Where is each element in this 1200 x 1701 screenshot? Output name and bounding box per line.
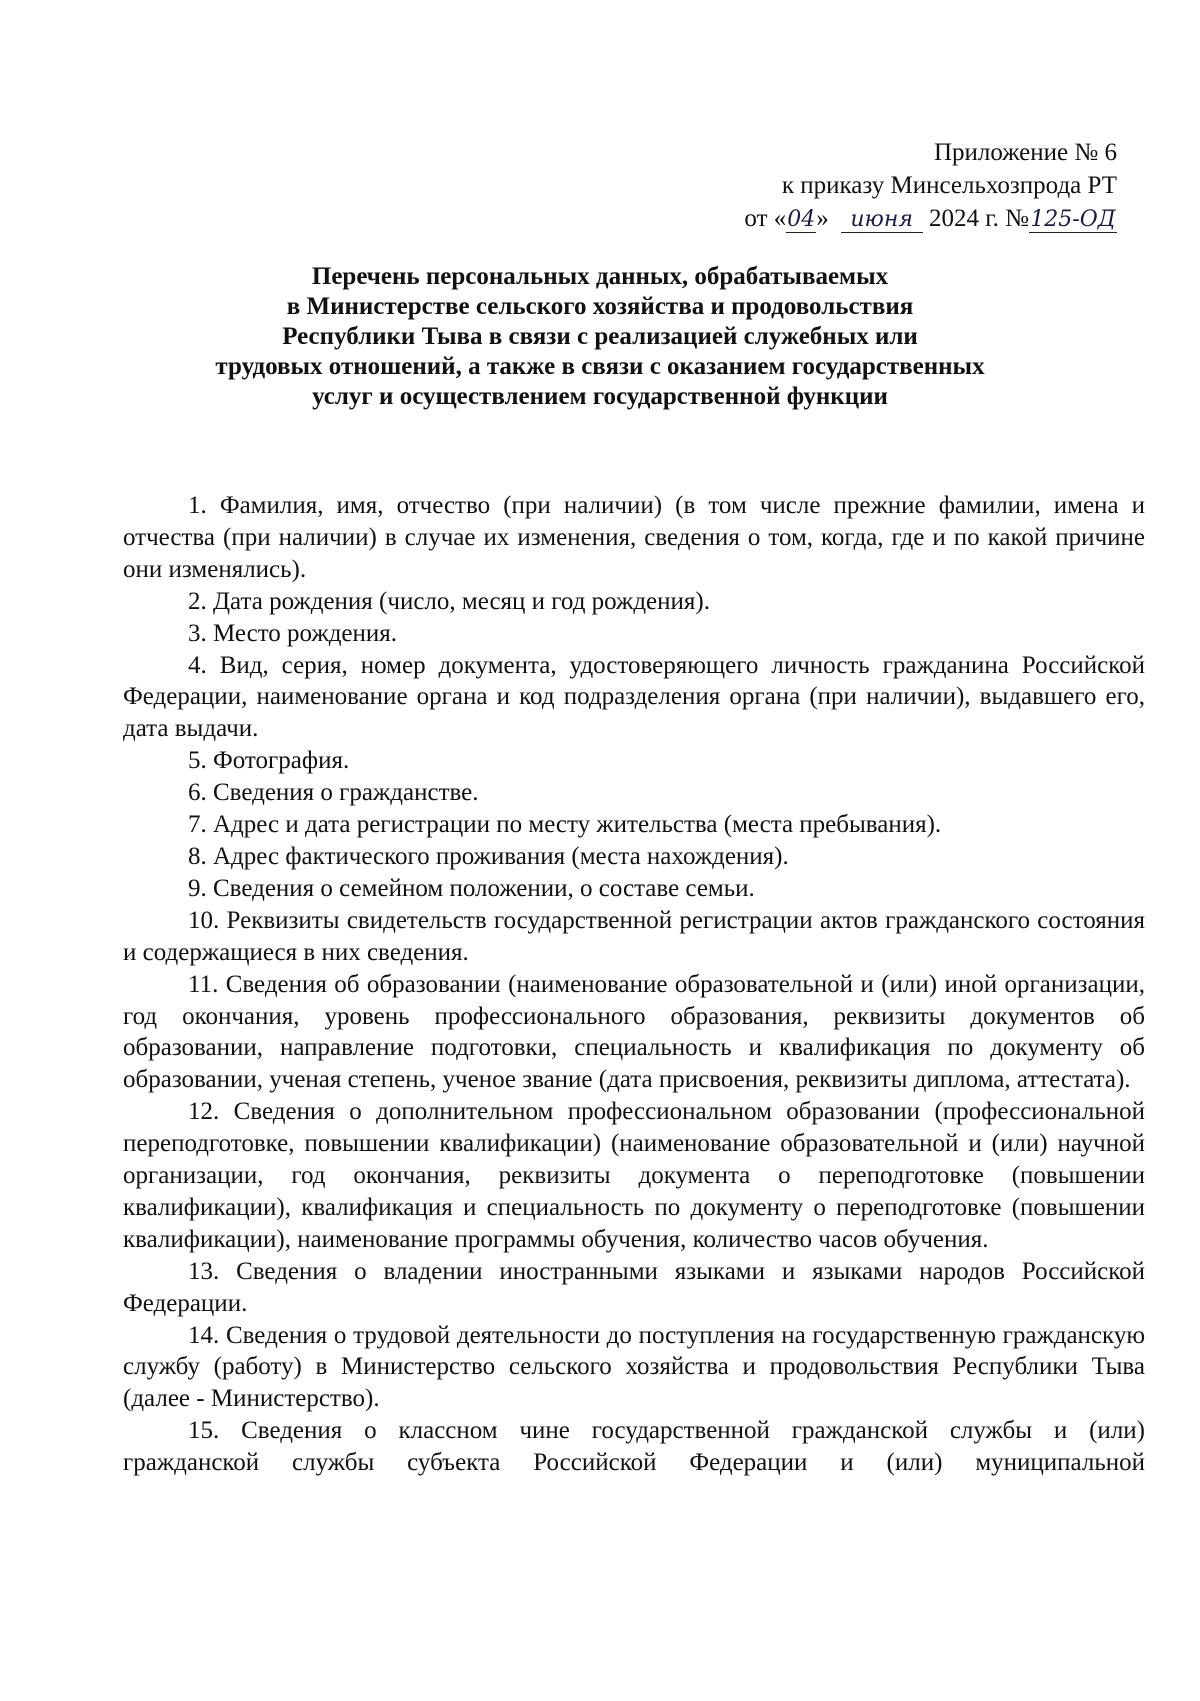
order-reference: к приказу Минсельхозпрода РТ	[781, 172, 1117, 199]
list-item: 2. Дата рождения (число, месяц и год рождения).	[188, 587, 710, 615]
title-line: Республики Тыва в связи с реализацией служебных или	[282, 323, 918, 350]
list-item: 12. Сведения о дополнительном профессиональном образовании (профессиональной переподготовке, повышении квалификации) (наименование образовательной и (или) научной организации, год окончания, реквизиты документа о переподготовке (повышении квалификации), квалификация и специальность по документу о переподготовке (повышении квалификации), наименование программы обучения, количество часов обучения.	[123, 1098, 1145, 1253]
list-item: 8. Адрес фактического проживания (места нахождения).	[188, 842, 789, 870]
title-line: услуг и осуществлением государственной функции	[312, 383, 888, 410]
list-item: 3. Место рождения.	[188, 619, 398, 647]
document-title	[150, 262, 1050, 412]
order-date-line	[744, 202, 1117, 235]
list-item: 9. Сведения о семейном положении, о составе семьи.	[188, 874, 755, 902]
list-item: 7. Адрес и дата регистрации по месту жительства (места пребывания).	[188, 811, 942, 839]
date-prefix: от «	[744, 205, 787, 232]
list-item: 1. Фамилия, имя, отчество (при наличии) (в том числе прежние фамилии, имена и отчества (при наличии) в случае их изменения, сведения о том, когда, где и по какой причине они изменялись).	[123, 492, 1145, 583]
handwritten-day: 04	[787, 207, 816, 232]
list-item: 6. Сведения о гражданстве.	[188, 779, 479, 807]
appendix-header	[744, 136, 1117, 235]
list-item: 4. Вид, серия, номер документа, удостоверяющего личность гражданина Российской Федерации, наименование органа и код подразделения органа (при наличии), выдавшего его, дата выдачи.	[123, 651, 1145, 743]
list-item: 11. Сведения об образовании (наименование образовательной и (или) иной организации, год окончания, уровень профессионального образования, реквизиты документов об образовании, направление подготовки, специальность и квалификация по документу об образовании, ученая степень, ученое звание (дата присвоения, реквизиты диплома, аттестата).	[123, 970, 1145, 1094]
handwritten-month: июня	[841, 208, 923, 233]
handwritten-order-number: 125-ОД	[1030, 207, 1116, 232]
list-item: 15. Сведения о классном чине государственной гражданской службы и (или) гражданской службы субъекта Российской Федерации и (или) муниципальной	[123, 1417, 1145, 1477]
document-body	[123, 490, 1145, 1479]
list-item: 5. Фотография.	[188, 747, 350, 775]
title-line: трудовых отношений, а также в связи с оказанием государственных	[215, 353, 985, 380]
title-line: в Министерстве сельского хозяйства и продовольствия	[286, 293, 914, 320]
date-year: 2024 г. №	[928, 205, 1029, 232]
list-item: 10. Реквизиты свидетельств государственной регистрации актов гражданского состояния и содержащиеся в них сведения.	[123, 906, 1145, 966]
title-line: Перечень персональных данных, обрабатываемых	[311, 263, 889, 290]
date-mid: »	[816, 205, 829, 232]
appendix-number: Приложение № 6	[933, 139, 1117, 166]
list-item: 13. Сведения о владении иностранными языками и языками народов Российской Федерации.	[123, 1257, 1145, 1317]
list-item: 14. Сведения о трудовой деятельности до поступления на государственную гражданскую службу (работу) в Министерство сельского хозяйства и продовольствия Республики Тыва (далее - Министерство).	[123, 1321, 1145, 1413]
